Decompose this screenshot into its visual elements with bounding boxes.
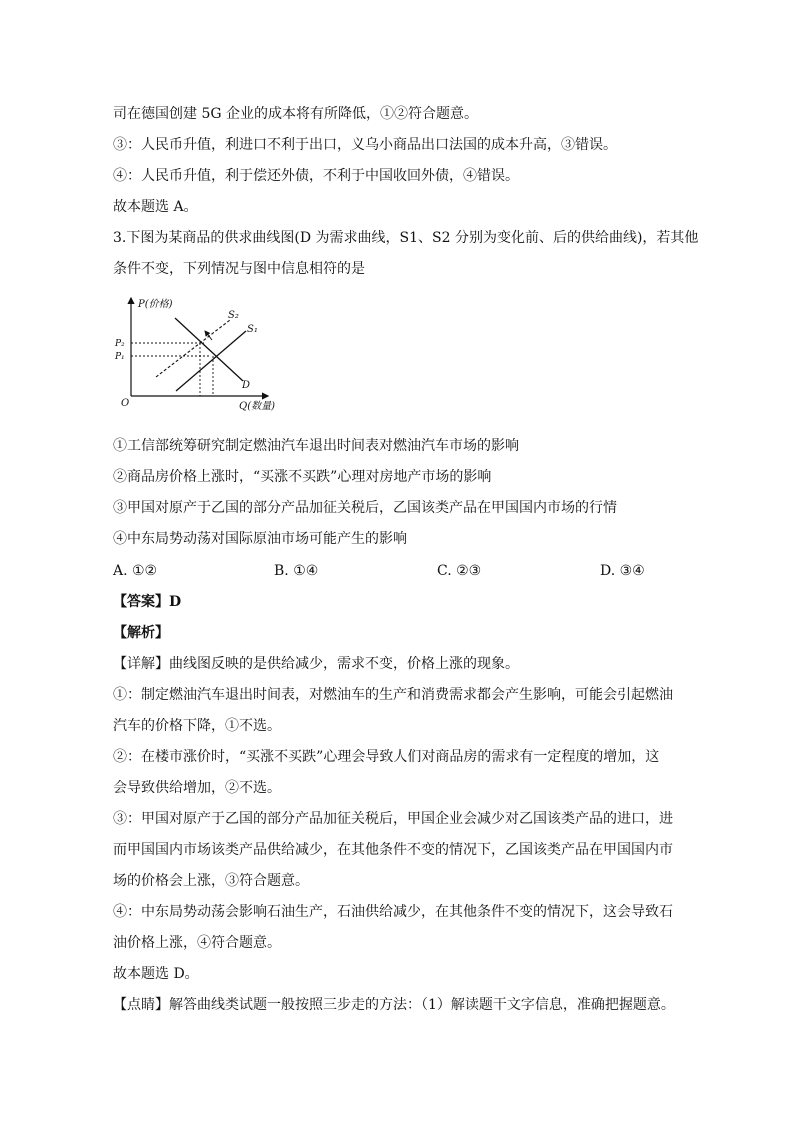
analysis-line: ③：甲国对原产于乙国的部分产品加征关税后，甲国企业会减少对乙国该类产品的进口，进	[113, 811, 673, 827]
p2-label: P₂	[115, 339, 125, 349]
p1-label: P₁	[115, 352, 125, 362]
x-axis-label: Q(数量)	[239, 401, 276, 412]
analysis-line: 【点睛】解答曲线类试题一般按照三步走的方法：（1）解读题干文字信息，准确把握题意。	[113, 997, 675, 1013]
analysis-line: 【详解】曲线图反映的是供给减少，需求不变，价格上涨的现象。	[113, 656, 519, 672]
s2-label: S₂	[228, 310, 239, 321]
option-b: B. ①④	[274, 563, 319, 579]
analysis-line: 汽车的价格下降，①不选。	[113, 718, 281, 734]
shift-arrow	[205, 331, 212, 340]
analysis-line: 故本题选 D。	[113, 966, 199, 982]
analysis-line: ①：制定燃油汽车退出时间表，对燃油车的生产和消费需求都会产生影响，可能会引起燃油	[113, 687, 673, 703]
supply-demand-graph	[108, 292, 298, 414]
d-label: D	[242, 380, 251, 391]
question-stem: 3.下图为某商品的供求曲线图(D 为需求曲线，S1、S2 分别为变化前、后的供给曲线)，若其他	[113, 230, 699, 246]
option-d: D. ③④	[600, 563, 645, 579]
text-line: 司在德国创建 5G 企业的成本将有所降低，①②符合题意。	[113, 106, 478, 122]
text-line: ③：人民币升值，利进口不利于出口，义乌小商品出口法国的成本升高，③错误。	[113, 137, 617, 153]
demand-curve	[175, 318, 243, 381]
analysis-line: 会导致供给增加，②不选。	[113, 780, 281, 796]
analysis-line: ②：在楼市涨价时，“买涨不买跌”心理会导致人们对商品房的需求有一定程度的增加，这	[113, 749, 660, 765]
text-line: 故本题选 A。	[113, 199, 198, 215]
supply-curve-s1	[176, 331, 246, 391]
statement-item: ③甲国对原产于乙国的部分产品加征关税后，乙国该类产品在甲国国内市场的行情	[113, 500, 617, 516]
statement-item: ②商品房价格上涨时，“买涨不买跌”心理对房地产市场的影响	[113, 469, 492, 485]
s1-label: S₁	[247, 324, 258, 335]
question-stem-cont: 条件不变，下列情况与图中信息相符的是	[113, 261, 365, 277]
analysis-line: ④：中东局势动荡会影响石油生产，石油供给减少，在其他条件不变的情况下，这会导致石	[113, 904, 673, 920]
analysis-line: 场的价格会上涨，③符合题意。	[113, 873, 309, 889]
statement-item: ④中东局势动荡对国际原油市场可能产生的影响	[113, 531, 407, 547]
analysis-line: 而甲国国内市场该类产品供给减少，在其他条件不变的情况下，乙国该类产品在甲国国内市	[113, 842, 673, 858]
supply-curve-s2	[156, 320, 230, 377]
answer-label: 【答案】D	[113, 594, 182, 610]
statement-item: ①工信部统筹研究制定燃油汽车退出时间表对燃油汽车市场的影响	[113, 438, 519, 454]
text-line: ④：人民币升值，利于偿还外债，不利于中国收回外债，④错误。	[113, 168, 519, 184]
y-axis-label: P(价格)	[138, 299, 173, 310]
option-c: C. ②③	[437, 563, 482, 579]
option-a: A. ①②	[113, 563, 158, 579]
analysis-title: 【解析】	[113, 625, 169, 641]
analysis-line: 油价格上涨，④符合题意。	[113, 935, 281, 951]
origin-label: O	[121, 398, 130, 409]
